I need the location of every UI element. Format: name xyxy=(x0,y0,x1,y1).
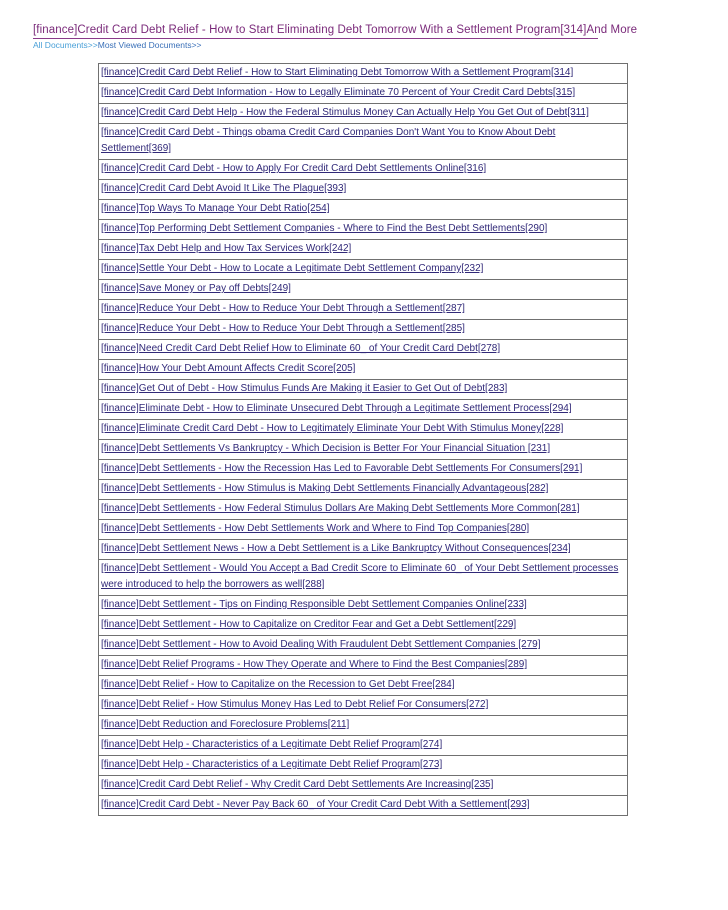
list-item xyxy=(98,400,628,420)
document-link[interactable]: [finance]Debt Settlement - Tips on Finding Responsible Debt Settlement Companies Online[233] xyxy=(101,599,527,610)
list-item xyxy=(98,696,628,716)
document-link[interactable]: [finance]Need Credit Card Debt Relief How to Eliminate 60_ of Your Credit Card Debt[278] xyxy=(101,343,501,354)
list-item xyxy=(98,796,628,816)
document-link[interactable]: [finance]Debt Settlement - How to Capitalize on Creditor Fear and Get a Debt Settlement[229] xyxy=(101,619,517,630)
list-item xyxy=(98,84,628,104)
breadcrumb xyxy=(33,40,202,50)
list-item xyxy=(98,300,628,320)
breadcrumb-all-documents[interactable]: All Documents>> xyxy=(33,40,98,50)
document-link[interactable]: [finance]Save Money or Pay off Debts[249] xyxy=(101,283,291,294)
list-item xyxy=(98,616,628,636)
document-link[interactable]: [finance]Debt Settlements Vs Bankruptcy - Which Decision is Better For Your Financial Situation [231] xyxy=(101,443,551,454)
document-link[interactable]: [finance]Eliminate Credit Card Debt - How to Legitimately Eliminate Your Debt With Stimulus Money[228] xyxy=(101,423,564,434)
list-item xyxy=(98,440,628,460)
breadcrumb-most-viewed[interactable]: Most Viewed Documents>> xyxy=(97,40,202,50)
document-link[interactable]: [finance]Debt Settlements - How Stimulus is Making Debt Settlements Financially Advantageous[282] xyxy=(101,483,549,494)
list-item xyxy=(98,63,628,84)
document-link[interactable]: [finance]How Your Debt Amount Affects Credit Score[205] xyxy=(101,363,356,374)
list-item xyxy=(98,480,628,500)
list-item xyxy=(98,160,628,180)
list-item xyxy=(98,420,628,440)
document-link[interactable]: [finance]Get Out of Debt - How Stimulus Funds Are Making it Easier to Get Out of Debt[283] xyxy=(101,383,508,394)
document-link[interactable]: [finance]Debt Help - Characteristics of a Legitimate Debt Relief Program[274] xyxy=(101,739,443,750)
document-link[interactable]: [finance]Credit Card Debt Avoid It Like The Plague[393] xyxy=(101,183,347,194)
list-item xyxy=(98,260,628,280)
list-item xyxy=(98,460,628,480)
document-link[interactable]: [finance]Credit Card Debt - Things obama Credit Card Companies Don't Want You to Know About Debt Settlement[369] xyxy=(101,127,556,154)
document-link[interactable]: [finance]Credit Card Debt Help - How the Federal Stimulus Money Can Actually Help You Get Out of Debt[311] xyxy=(101,107,589,118)
document-link[interactable]: [finance]Debt Settlements - How Debt Settlements Work and Where to Find Top Companies[280] xyxy=(101,523,530,534)
list-item xyxy=(98,500,628,520)
list-item xyxy=(98,124,628,160)
list-item xyxy=(98,200,628,220)
list-item xyxy=(98,716,628,736)
list-item xyxy=(98,520,628,540)
list-item xyxy=(98,380,628,400)
list-item xyxy=(98,596,628,616)
list-item xyxy=(98,756,628,776)
list-item xyxy=(98,180,628,200)
list-item xyxy=(98,104,628,124)
list-item xyxy=(98,280,628,300)
document-link[interactable]: [finance]Debt Reduction and Foreclosure Problems[211] xyxy=(101,719,350,730)
list-item xyxy=(98,360,628,380)
list-item xyxy=(98,340,628,360)
document-link[interactable]: [finance]Debt Settlement - Would You Accept a Bad Credit Score to Eliminate 60_ of Your Debt Settlement processes were introduced to help the borrowers as well[288] xyxy=(101,563,619,590)
page-title: [finance]Credit Card Debt Relief - How to Start Eliminating Debt Tomorrow With a Settlement Program[314]And More xyxy=(33,24,638,36)
list-item xyxy=(98,220,628,240)
list-item xyxy=(98,736,628,756)
document-link[interactable]: [finance]Credit Card Debt - Never Pay Back 60_ of Your Credit Card Debt With a Settlement[293] xyxy=(101,799,530,810)
document-link[interactable]: [finance]Credit Card Debt - How to Apply For Credit Card Debt Settlements Online[316] xyxy=(101,163,487,174)
document-link[interactable]: [finance]Debt Settlement News - How a Debt Settlement is a Like Bankruptcy Without Consequences[234] xyxy=(101,543,571,554)
list-item xyxy=(98,636,628,656)
document-link[interactable]: [finance]Top Performing Debt Settlement Companies - Where to Find the Best Debt Settlements[290] xyxy=(101,223,548,234)
list-item xyxy=(98,240,628,260)
document-link[interactable]: [finance]Top Ways To Manage Your Debt Ratio[254] xyxy=(101,203,330,214)
document-link[interactable]: [finance]Debt Relief - How to Capitalize on the Recession to Get Debt Free[284] xyxy=(101,679,455,690)
list-item xyxy=(98,776,628,796)
document-link[interactable]: [finance]Tax Debt Help and How Tax Services Work[242] xyxy=(101,243,352,254)
document-link[interactable]: [finance]Debt Relief Programs - How They Operate and Where to Find the Best Companies[289] xyxy=(101,659,528,670)
document-link[interactable]: [finance]Eliminate Debt - How to Eliminate Unsecured Debt Through a Legitimate Settlement Process[294] xyxy=(101,403,572,414)
document-link[interactable]: [finance]Debt Settlements - How the Recession Has Led to Favorable Debt Settlements For Consumers[291] xyxy=(101,463,583,474)
title-divider xyxy=(33,38,598,39)
document-link[interactable]: [finance]Reduce Your Debt - How to Reduce Your Debt Through a Settlement[285] xyxy=(101,323,465,334)
document-link[interactable]: [finance]Credit Card Debt Information - How to Legally Eliminate 70 Percent of Your Credit Card Debts[315] xyxy=(101,87,576,98)
document-link[interactable]: [finance]Debt Relief - How Stimulus Money Has Led to Debt Relief For Consumers[272] xyxy=(101,699,489,710)
document-link[interactable]: [finance]Debt Settlement - How to Avoid Dealing With Fraudulent Debt Settlement Companies [279] xyxy=(101,639,541,650)
document-link[interactable]: [finance]Settle Your Debt - How to Locate a Legitimate Debt Settlement Company[232] xyxy=(101,263,484,274)
document-link[interactable]: [finance]Credit Card Debt Relief - Why Credit Card Debt Settlements Are Increasing[235] xyxy=(101,779,494,790)
list-item xyxy=(98,656,628,676)
document-list xyxy=(98,63,628,816)
list-item xyxy=(98,320,628,340)
document-link[interactable]: [finance]Debt Settlements - How Federal Stimulus Dollars Are Making Debt Settlements More Common[281] xyxy=(101,503,580,514)
document-link[interactable]: [finance]Debt Help - Characteristics of a Legitimate Debt Relief Program[273] xyxy=(101,759,443,770)
list-item xyxy=(98,560,628,596)
document-link[interactable]: [finance]Credit Card Debt Relief - How to Start Eliminating Debt Tomorrow With a Settlement Program[314] xyxy=(101,67,574,78)
list-item xyxy=(98,676,628,696)
list-item xyxy=(98,540,628,560)
document-link[interactable]: [finance]Reduce Your Debt - How to Reduce Your Debt Through a Settlement[287] xyxy=(101,303,465,314)
